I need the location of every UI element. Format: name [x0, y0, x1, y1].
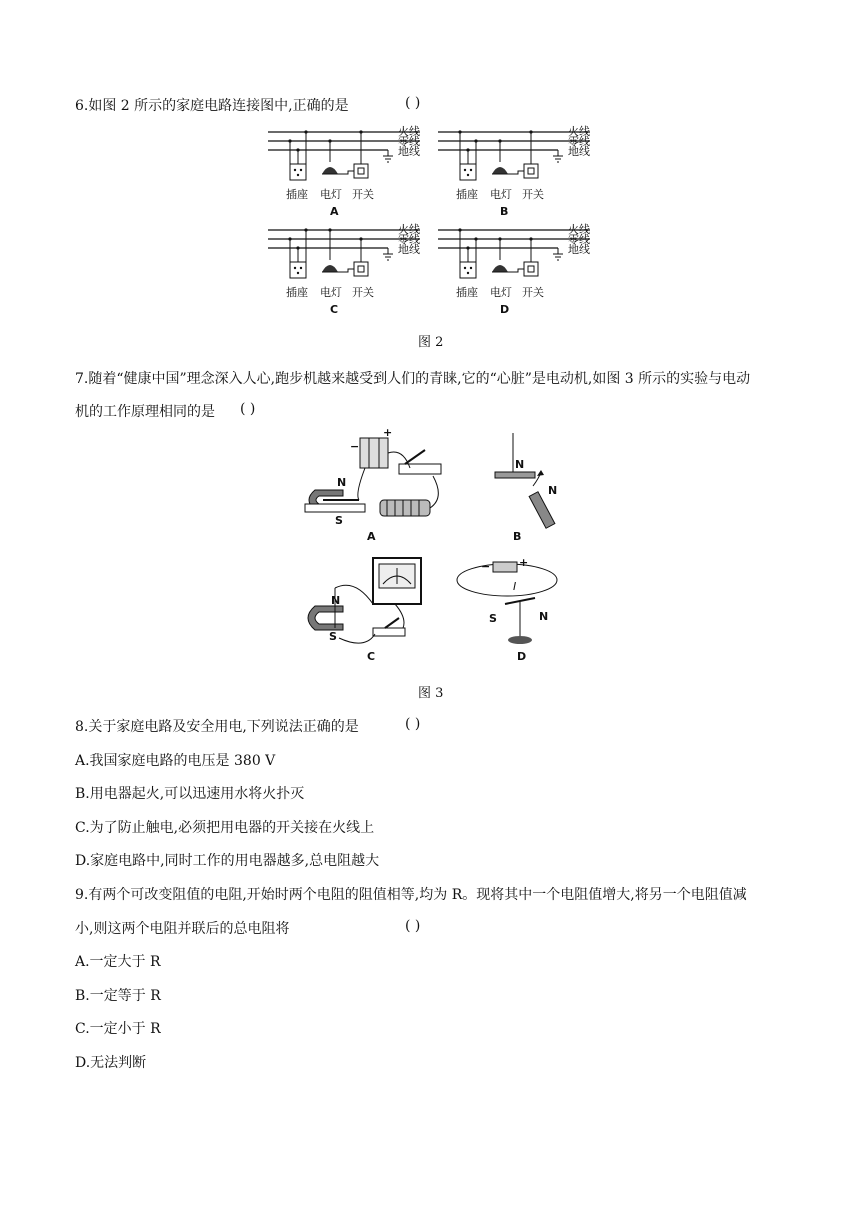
figure-c-label: C	[367, 650, 376, 663]
neutral-wire-label: 零线	[568, 135, 590, 148]
live-wire-label: 火线	[398, 223, 420, 236]
live-wire-label: 火线	[398, 125, 420, 138]
battery-plus-label: +	[383, 428, 393, 439]
q9-stem-line-2: 小,则这两个电阻并联后的总电阻将	[75, 921, 290, 937]
needle-d-n-label: N	[539, 610, 549, 623]
q9-option-a: A.一定大于 R	[75, 954, 161, 970]
option-d-label: D	[500, 303, 510, 316]
figure-3-experiments	[295, 428, 575, 668]
magnet-s-label: S	[335, 514, 343, 527]
q8-answer-paren: ( )	[405, 716, 421, 732]
experiment-a	[305, 428, 441, 543]
current-i-label: I	[513, 580, 517, 593]
q8-option-d: D.家庭电路中,同时工作的用电器越多,总电阻越大	[75, 853, 380, 869]
q8-option-b: B.用电器起火,可以迅速用水将火扑灭	[75, 786, 305, 802]
q8-option-a: A.我国家庭电路的电压是 380 V	[75, 753, 276, 769]
figure-b-label: B	[513, 530, 522, 543]
figure-d-label: D	[517, 650, 527, 663]
q8-option-c: C.为了防止触电,必须把用电器的开关接在火线上	[75, 820, 375, 836]
switch-label: 开关	[522, 188, 544, 201]
neutral-wire-label: 零线	[568, 233, 590, 246]
ground-wire-label: 地线	[568, 243, 590, 256]
experiment-d	[457, 556, 557, 663]
q9-answer-paren: ( )	[405, 918, 421, 934]
figure-3-caption: 图 3	[418, 686, 444, 701]
circuit-panel-a	[268, 124, 420, 218]
socket-label: 插座	[456, 286, 478, 299]
live-wire-label: 火线	[568, 125, 590, 138]
ground-wire-label: 地线	[568, 145, 590, 158]
q9-option-c: C.一定小于 R	[75, 1021, 161, 1037]
figure-2-household-circuits	[260, 122, 600, 322]
neutral-wire-label: 零线	[398, 233, 420, 246]
q9-option-d: D.无法判断	[75, 1055, 147, 1071]
lamp-label: 电灯	[320, 188, 342, 201]
socket-label: 插座	[286, 286, 308, 299]
option-a-label: A	[330, 205, 339, 218]
magnet-c-s-label: S	[329, 630, 337, 643]
circuit-panel-c	[268, 222, 420, 316]
figure-a-label: A	[367, 530, 376, 543]
battery-d-plus-label: +	[519, 556, 529, 569]
ground-wire-label: 地线	[398, 243, 420, 256]
bar-magnet-n-label: N	[548, 484, 558, 497]
q7-answer-paren: ( )	[240, 401, 256, 417]
switch-label: 开关	[522, 286, 544, 299]
battery-d-minus-label: −	[481, 560, 491, 573]
lamp-label: 电灯	[320, 286, 342, 299]
needle-d-s-label: S	[489, 612, 497, 625]
neutral-wire-label: 零线	[398, 135, 420, 148]
magnet-c-n-label: N	[331, 594, 341, 607]
q8-stem: 8.关于家庭电路及安全用电,下列说法正确的是	[75, 719, 359, 735]
lamp-label: 电灯	[490, 286, 512, 299]
q7-stem-line-2: 机的工作原理相同的是	[75, 404, 215, 420]
figure-2-caption: 图 2	[418, 335, 444, 350]
q9-option-b: B.一定等于 R	[75, 988, 161, 1004]
socket-label: 插座	[286, 188, 308, 201]
option-c-label: C	[330, 303, 339, 316]
switch-label: 开关	[352, 188, 374, 201]
q6-stem: 6.如图 2 所示的家庭电路连接图中,正确的是	[75, 98, 349, 114]
socket-label: 插座	[456, 188, 478, 201]
live-wire-label: 火线	[568, 223, 590, 236]
magnet-n-label: N	[337, 476, 347, 489]
experiment-c	[308, 558, 421, 663]
ground-wire-label: 地线	[398, 145, 420, 158]
q9-stem-line-1: 9.有两个可改变阻值的电阻,开始时两个电阻的阻值相等,均为 R。现将其中一个电阻值增大,将另一个电阻值减	[75, 887, 747, 903]
switch-label: 开关	[352, 286, 374, 299]
circuit-panel-b	[438, 124, 590, 218]
q6-answer-paren: ( )	[405, 95, 421, 111]
battery-minus-label: −	[350, 440, 360, 453]
q7-stem-line-1: 7.随着“健康中国”理念深入人心,跑步机越来越受到人们的青睐,它的“心脏”是电动机,如图 3 所示的实验与电动	[75, 371, 751, 387]
experiment-b	[495, 433, 557, 543]
circuit-panel-d	[438, 222, 590, 316]
needle-n-label: N	[515, 458, 525, 471]
option-b-label: B	[500, 205, 509, 218]
lamp-label: 电灯	[490, 188, 512, 201]
